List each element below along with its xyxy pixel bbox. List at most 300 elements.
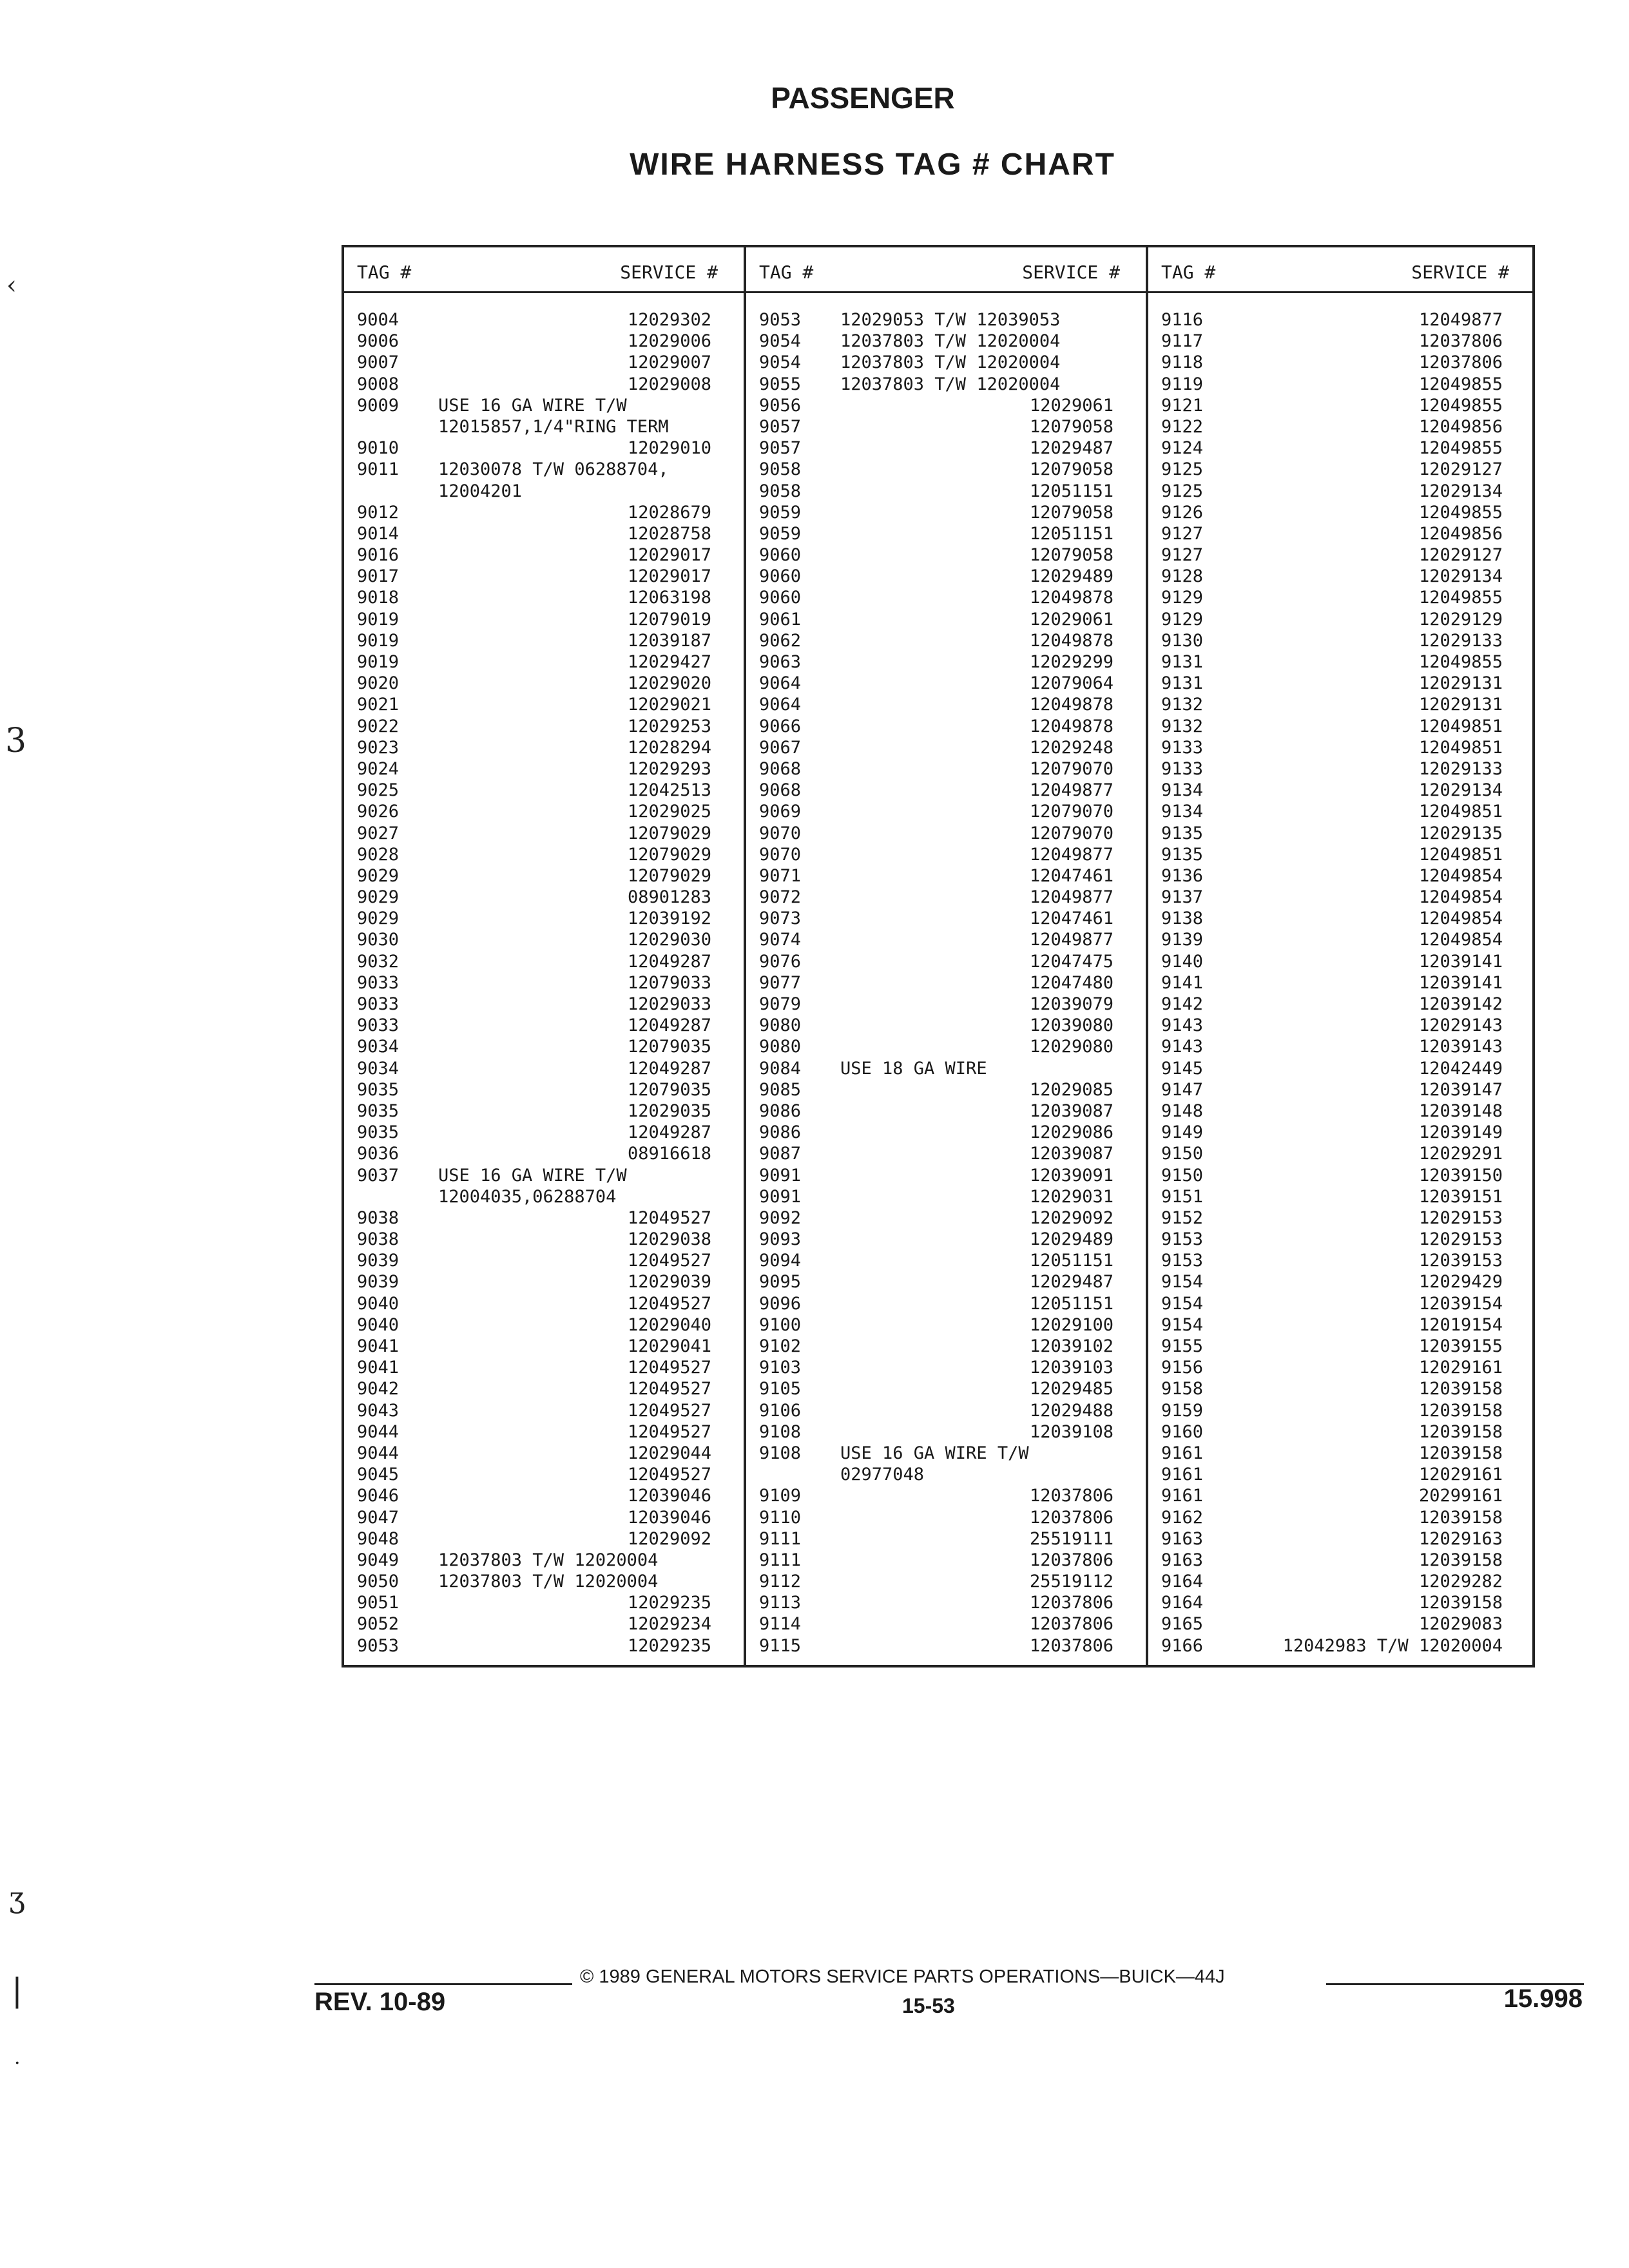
table-row [1159, 1336, 1503, 1357]
table-row [1159, 1571, 1503, 1592]
service-number: 12039080 [1029, 1015, 1113, 1036]
tag-number: 9070 [759, 823, 802, 843]
service-number: 12049856 [1418, 416, 1503, 437]
tag-number: 9159 [1161, 1400, 1204, 1421]
table-row [354, 1421, 711, 1443]
tag-number: 9008 [357, 374, 400, 394]
service-number: 12039151 [1418, 1186, 1503, 1207]
table-row [1159, 1229, 1503, 1250]
service-number: 12029127 [1418, 545, 1503, 566]
service-number: 12029017 [627, 545, 711, 566]
service-number: 12037806 [1418, 331, 1503, 352]
table-row [757, 1464, 1113, 1485]
table-row [1159, 1635, 1503, 1657]
service-number: 12029083 [1418, 1614, 1503, 1635]
table-row [757, 459, 1113, 480]
tag-number: 9054 [759, 352, 802, 373]
service-number: 12079058 [1029, 416, 1113, 437]
service-number: 12039158 [1418, 1379, 1503, 1399]
table-row [354, 1378, 711, 1399]
tag-number: 9118 [1161, 352, 1204, 373]
table-row [1159, 1036, 1503, 1057]
table-row [354, 1229, 711, 1250]
tag-number: 9039 [357, 1251, 400, 1271]
service-number: 12049851 [1418, 737, 1503, 758]
tag-number: 9018 [357, 588, 400, 608]
table-row [757, 673, 1113, 694]
tag-number: 9070 [759, 844, 802, 865]
table-row [757, 929, 1113, 950]
service-number: 12029153 [1418, 1229, 1503, 1250]
table-row [757, 309, 1113, 331]
table-row [757, 1421, 1113, 1443]
table-row [354, 395, 711, 416]
table-row [354, 1592, 711, 1613]
table-row [757, 1613, 1113, 1635]
table-row [757, 1336, 1113, 1357]
table-row [1159, 587, 1503, 608]
tag-number: 9019 [357, 630, 400, 651]
table-row [757, 737, 1113, 758]
margin-mark: · [14, 2052, 21, 2075]
table-row [757, 1443, 1113, 1464]
rows-column-2 [757, 309, 1113, 1657]
table-row [1159, 609, 1503, 630]
table-row [354, 1271, 711, 1293]
footer-copyright: © 1989 GENERAL MOTORS SERVICE PARTS OPERATIONS—BUICK—44J [580, 1966, 1225, 1987]
tag-number: 9154 [1161, 1314, 1204, 1335]
tag-number: 9166 [1161, 1635, 1204, 1656]
service-header: SERVICE # [1411, 262, 1509, 283]
tag-number: 9091 [759, 1165, 802, 1186]
table-row [1159, 801, 1503, 822]
tag-number: 9084 [759, 1058, 802, 1079]
service-number: 12047475 [1029, 951, 1113, 972]
table-row [757, 1122, 1113, 1143]
service-number: 12037806 [1418, 352, 1503, 373]
tag-number: 9039 [357, 1272, 400, 1293]
table-row [757, 1079, 1113, 1100]
service-number: 12079033 [627, 972, 711, 993]
table-row [757, 1592, 1113, 1613]
tag-number: 9058 [759, 481, 802, 501]
page-title-passenger: PASSENGER [771, 81, 955, 115]
service-number: 12029127 [1418, 459, 1503, 480]
table-row [757, 523, 1113, 544]
table-column-1 [344, 247, 744, 1665]
service-number: 12079029 [627, 823, 711, 843]
table-row [757, 780, 1113, 801]
table-row [757, 395, 1113, 416]
tag-number: 9134 [1161, 802, 1204, 822]
table-row [354, 481, 711, 502]
table-row [1159, 1143, 1503, 1164]
table-row [1159, 1293, 1503, 1314]
table-row [1159, 374, 1503, 395]
margin-mark: ‹ [6, 271, 17, 300]
table-row [1159, 758, 1503, 780]
service-number: 12049856 [1418, 523, 1503, 544]
service-note: 12037803 T/W 12020004 [438, 1571, 659, 1592]
service-number: 12029129 [1418, 609, 1503, 629]
tag-number: 9074 [759, 930, 802, 950]
tag-number: 9027 [357, 823, 400, 843]
tag-number: 9044 [357, 1421, 400, 1442]
tag-number: 9023 [357, 737, 400, 758]
tag-number: 9133 [1161, 737, 1204, 758]
service-number: 12029487 [1029, 438, 1113, 459]
table-row [1159, 844, 1503, 865]
table-row [354, 651, 711, 673]
tag-number: 9109 [759, 1486, 802, 1506]
table-row [757, 1357, 1113, 1378]
tag-number: 9077 [759, 972, 802, 993]
tag-number: 9132 [1161, 716, 1204, 736]
tag-number: 9086 [759, 1122, 802, 1143]
tag-number: 9131 [1161, 673, 1204, 694]
table-row [354, 1100, 711, 1122]
service-number: 12029489 [1029, 566, 1113, 587]
service-number: 12049854 [1418, 887, 1503, 908]
service-number: 12029030 [627, 930, 711, 950]
service-number: 12079058 [1029, 545, 1113, 566]
table-row [354, 758, 711, 780]
service-number: 12039158 [1418, 1443, 1503, 1463]
table-row [354, 1293, 711, 1314]
margin-mark: | [12, 1972, 23, 2009]
service-number: 12079058 [1029, 502, 1113, 523]
tag-number: 9041 [357, 1336, 400, 1356]
table-row [1159, 437, 1503, 459]
service-header: SERVICE # [1022, 262, 1120, 283]
table-row [354, 437, 711, 459]
tag-number: 9127 [1161, 523, 1204, 544]
table-row [1159, 1550, 1503, 1571]
service-note: 12004201 [438, 481, 523, 501]
table-row [1159, 352, 1503, 373]
table-row [757, 716, 1113, 737]
tag-number: 9130 [1161, 630, 1204, 651]
service-number: 12029291 [1418, 1144, 1503, 1164]
service-number: 12029485 [1029, 1379, 1113, 1399]
service-number: 12029100 [1029, 1314, 1113, 1335]
table-row [1159, 1592, 1503, 1613]
table-row [354, 1143, 711, 1164]
table-row [757, 502, 1113, 523]
tag-number: 9154 [1161, 1293, 1204, 1314]
service-note: USE 18 GA WIRE [840, 1058, 987, 1079]
tag-number: 9060 [759, 588, 802, 608]
tag-number: 9040 [357, 1293, 400, 1314]
service-number: 12029135 [1418, 823, 1503, 843]
service-number: 12037806 [1029, 1614, 1113, 1635]
tag-number: 9096 [759, 1293, 802, 1314]
service-number: 12029033 [627, 994, 711, 1014]
tag-number: 9055 [759, 374, 802, 394]
service-number: 12029008 [627, 374, 711, 394]
service-number: 12039091 [1029, 1165, 1113, 1186]
table-row [1159, 1357, 1503, 1378]
rows-column-3 [1159, 309, 1503, 1657]
table-row [354, 1635, 711, 1657]
service-number: 12029025 [627, 802, 711, 822]
table-row [354, 630, 711, 651]
tag-number: 9033 [357, 972, 400, 993]
service-number: 12028758 [627, 523, 711, 544]
service-number: 12049287 [627, 1015, 711, 1036]
service-number: 12049287 [627, 951, 711, 972]
tag-number: 9044 [357, 1443, 400, 1463]
service-number: 12042983 T/W 12020004 [1282, 1635, 1503, 1656]
service-number: 12029133 [1418, 758, 1503, 779]
service-number: 12039143 [1418, 1037, 1503, 1057]
service-number: 12039148 [1418, 1100, 1503, 1121]
tag-number: 9036 [357, 1144, 400, 1164]
tag-number: 9030 [357, 930, 400, 950]
table-row [354, 887, 711, 908]
service-number: 12029010 [627, 438, 711, 459]
table-row [757, 1293, 1113, 1314]
table-row [354, 1207, 711, 1229]
service-note: 12037803 T/W 12020004 [840, 374, 1061, 394]
service-number: 12049287 [627, 1058, 711, 1079]
table-row [1159, 459, 1503, 480]
table-row [757, 481, 1113, 502]
table-row [354, 1485, 711, 1506]
table-row [757, 1036, 1113, 1057]
tag-number: 9035 [357, 1079, 400, 1100]
tag-number: 9046 [357, 1486, 400, 1506]
service-number: 12029092 [627, 1528, 711, 1549]
tag-number: 9022 [357, 716, 400, 736]
tag-number: 9004 [357, 310, 400, 330]
tag-number: 9062 [759, 630, 802, 651]
table-row [354, 352, 711, 373]
tag-number: 9137 [1161, 887, 1204, 908]
service-number: 12039192 [627, 908, 711, 929]
table-row [354, 673, 711, 694]
tag-number: 9155 [1161, 1336, 1204, 1356]
tag-number: 9150 [1161, 1144, 1204, 1164]
service-note: 12037803 T/W 12020004 [840, 352, 1061, 373]
table-row [757, 994, 1113, 1015]
service-number: 12079019 [627, 609, 711, 629]
table-row [1159, 1464, 1503, 1485]
tag-number: 9056 [759, 395, 802, 416]
tag-number: 9033 [357, 1015, 400, 1036]
tag-number: 9019 [357, 609, 400, 629]
service-number: 12029038 [627, 1229, 711, 1250]
tag-number: 9161 [1161, 1443, 1204, 1463]
tag-number: 9163 [1161, 1528, 1204, 1549]
service-note: USE 16 GA WIRE T/W [438, 395, 627, 416]
service-number: 12049851 [1418, 844, 1503, 865]
tag-number: 9011 [357, 459, 400, 480]
tag-number: 9165 [1161, 1614, 1204, 1635]
service-number: 12079035 [627, 1079, 711, 1100]
service-number: 12079070 [1029, 823, 1113, 843]
tag-number: 9034 [357, 1037, 400, 1057]
tag-number: 9113 [759, 1593, 802, 1613]
service-number: 12049877 [1029, 930, 1113, 950]
tag-header: TAG # [357, 262, 412, 283]
service-number: 12039147 [1418, 1079, 1503, 1100]
tag-number: 9029 [357, 887, 400, 908]
table-row [757, 1058, 1113, 1079]
tag-number: 9028 [357, 844, 400, 865]
tag-number: 9093 [759, 1229, 802, 1250]
tag-number: 9125 [1161, 459, 1204, 480]
service-number: 12049851 [1418, 716, 1503, 736]
service-number: 12039150 [1418, 1165, 1503, 1186]
tag-number: 9092 [759, 1207, 802, 1228]
tag-number: 9087 [759, 1144, 802, 1164]
table-row [354, 331, 711, 352]
tag-number: 9035 [357, 1122, 400, 1143]
service-number: 12039187 [627, 630, 711, 651]
tag-number: 9060 [759, 566, 802, 587]
service-number: 12037806 [1029, 1635, 1113, 1656]
service-number: 12029134 [1418, 566, 1503, 587]
service-number: 12039102 [1029, 1336, 1113, 1356]
tag-number: 9153 [1161, 1229, 1204, 1250]
service-number: 12039103 [1029, 1358, 1113, 1378]
table-row [757, 1165, 1113, 1186]
tag-number: 9151 [1161, 1186, 1204, 1207]
service-note: 12015857,1/4"RING TERM [438, 416, 669, 437]
service-number: 12039108 [1029, 1421, 1113, 1442]
table-row [354, 1122, 711, 1143]
service-number: 12049878 [1029, 630, 1113, 651]
tag-number: 9140 [1161, 951, 1204, 972]
service-number: 12049878 [1029, 716, 1113, 736]
tag-number: 9091 [759, 1186, 802, 1207]
service-number: 12029302 [627, 310, 711, 330]
table-row [1159, 1378, 1503, 1399]
service-number: 12028294 [627, 737, 711, 758]
table-column-3 [1146, 247, 1535, 1665]
tag-number: 9162 [1161, 1507, 1204, 1528]
table-row [757, 801, 1113, 822]
tag-number: 9164 [1161, 1593, 1204, 1613]
tag-number: 9016 [357, 545, 400, 566]
table-row [354, 1528, 711, 1550]
service-number: 12029163 [1418, 1528, 1503, 1549]
tag-number: 9054 [759, 331, 802, 352]
tag-number: 9158 [1161, 1379, 1204, 1399]
tag-number: 9121 [1161, 395, 1204, 416]
service-number: 12049851 [1418, 802, 1503, 822]
service-number: 12047480 [1029, 972, 1113, 993]
table-row [757, 1229, 1113, 1250]
service-number: 12029427 [627, 652, 711, 672]
tag-number: 9129 [1161, 609, 1204, 629]
service-number: 12049877 [1029, 844, 1113, 865]
tag-number: 9045 [357, 1465, 400, 1485]
tag-number: 9142 [1161, 994, 1204, 1014]
table-row [1159, 1443, 1503, 1464]
tag-number: 9066 [759, 716, 802, 736]
table-row [354, 416, 711, 437]
footer-page-number: 15-53 [902, 1994, 955, 2017]
tag-number: 9105 [759, 1379, 802, 1399]
table-row [1159, 716, 1503, 737]
table-row [1159, 994, 1503, 1015]
service-number: 12029161 [1418, 1358, 1503, 1378]
tag-header: TAG # [1161, 262, 1216, 283]
table-row [354, 1550, 711, 1571]
tag-number: 9080 [759, 1037, 802, 1057]
tag-number: 9050 [357, 1571, 400, 1592]
tag-number: 9111 [759, 1550, 802, 1570]
service-number: 12049287 [627, 1122, 711, 1143]
table-row [354, 844, 711, 865]
table-row [354, 1443, 711, 1464]
table-row [757, 1378, 1113, 1399]
margin-mark: 3 [5, 722, 27, 760]
tag-number: 9076 [759, 951, 802, 972]
service-number: 12029429 [1418, 1272, 1503, 1293]
tag-number: 9067 [759, 737, 802, 758]
tag-number: 9154 [1161, 1272, 1204, 1293]
table-row [354, 566, 711, 587]
service-number: 12037806 [1029, 1507, 1113, 1528]
service-number: 12029039 [627, 1272, 711, 1293]
tag-number: 9073 [759, 908, 802, 929]
service-number: 12029092 [1029, 1207, 1113, 1228]
tag-number: 9034 [357, 1058, 400, 1079]
service-number: 12039158 [1418, 1507, 1503, 1528]
table-row [354, 1015, 711, 1036]
table-row [757, 609, 1113, 630]
table-row [1159, 1122, 1503, 1143]
table-row [1159, 1507, 1503, 1528]
service-number: 12051151 [1029, 1251, 1113, 1271]
service-number: 12079064 [1029, 673, 1113, 694]
tag-number: 9131 [1161, 652, 1204, 672]
tag-number: 9059 [759, 523, 802, 544]
table-row [1159, 502, 1503, 523]
service-number: 12029153 [1418, 1207, 1503, 1228]
tag-number: 9080 [759, 1015, 802, 1036]
service-number: 12063198 [627, 588, 711, 608]
tag-number: 9135 [1161, 823, 1204, 843]
service-note: 12037803 T/W 12020004 [840, 331, 1061, 352]
service-number: 12049855 [1418, 652, 1503, 672]
tag-number: 9127 [1161, 545, 1204, 566]
tag-number: 9006 [357, 331, 400, 352]
table-row [757, 694, 1113, 715]
service-number: 12029248 [1029, 737, 1113, 758]
service-number: 12042513 [627, 780, 711, 801]
service-note: 02977048 [840, 1465, 925, 1485]
service-number: 12049854 [1418, 865, 1503, 886]
table-row [354, 972, 711, 994]
service-number: 12029040 [627, 1314, 711, 1335]
service-number: 12029133 [1418, 630, 1503, 651]
service-number: 12029017 [627, 566, 711, 587]
tag-number: 9017 [357, 566, 400, 587]
service-number: 12049855 [1418, 438, 1503, 459]
table-row [1159, 1400, 1503, 1421]
table-row [354, 1036, 711, 1057]
table-row [354, 1507, 711, 1528]
tag-number: 9117 [1161, 331, 1204, 352]
tag-number: 9024 [357, 758, 400, 779]
service-number: 12049878 [1029, 695, 1113, 715]
service-number: 12029489 [1029, 1229, 1113, 1250]
service-number: 12049855 [1418, 502, 1503, 523]
